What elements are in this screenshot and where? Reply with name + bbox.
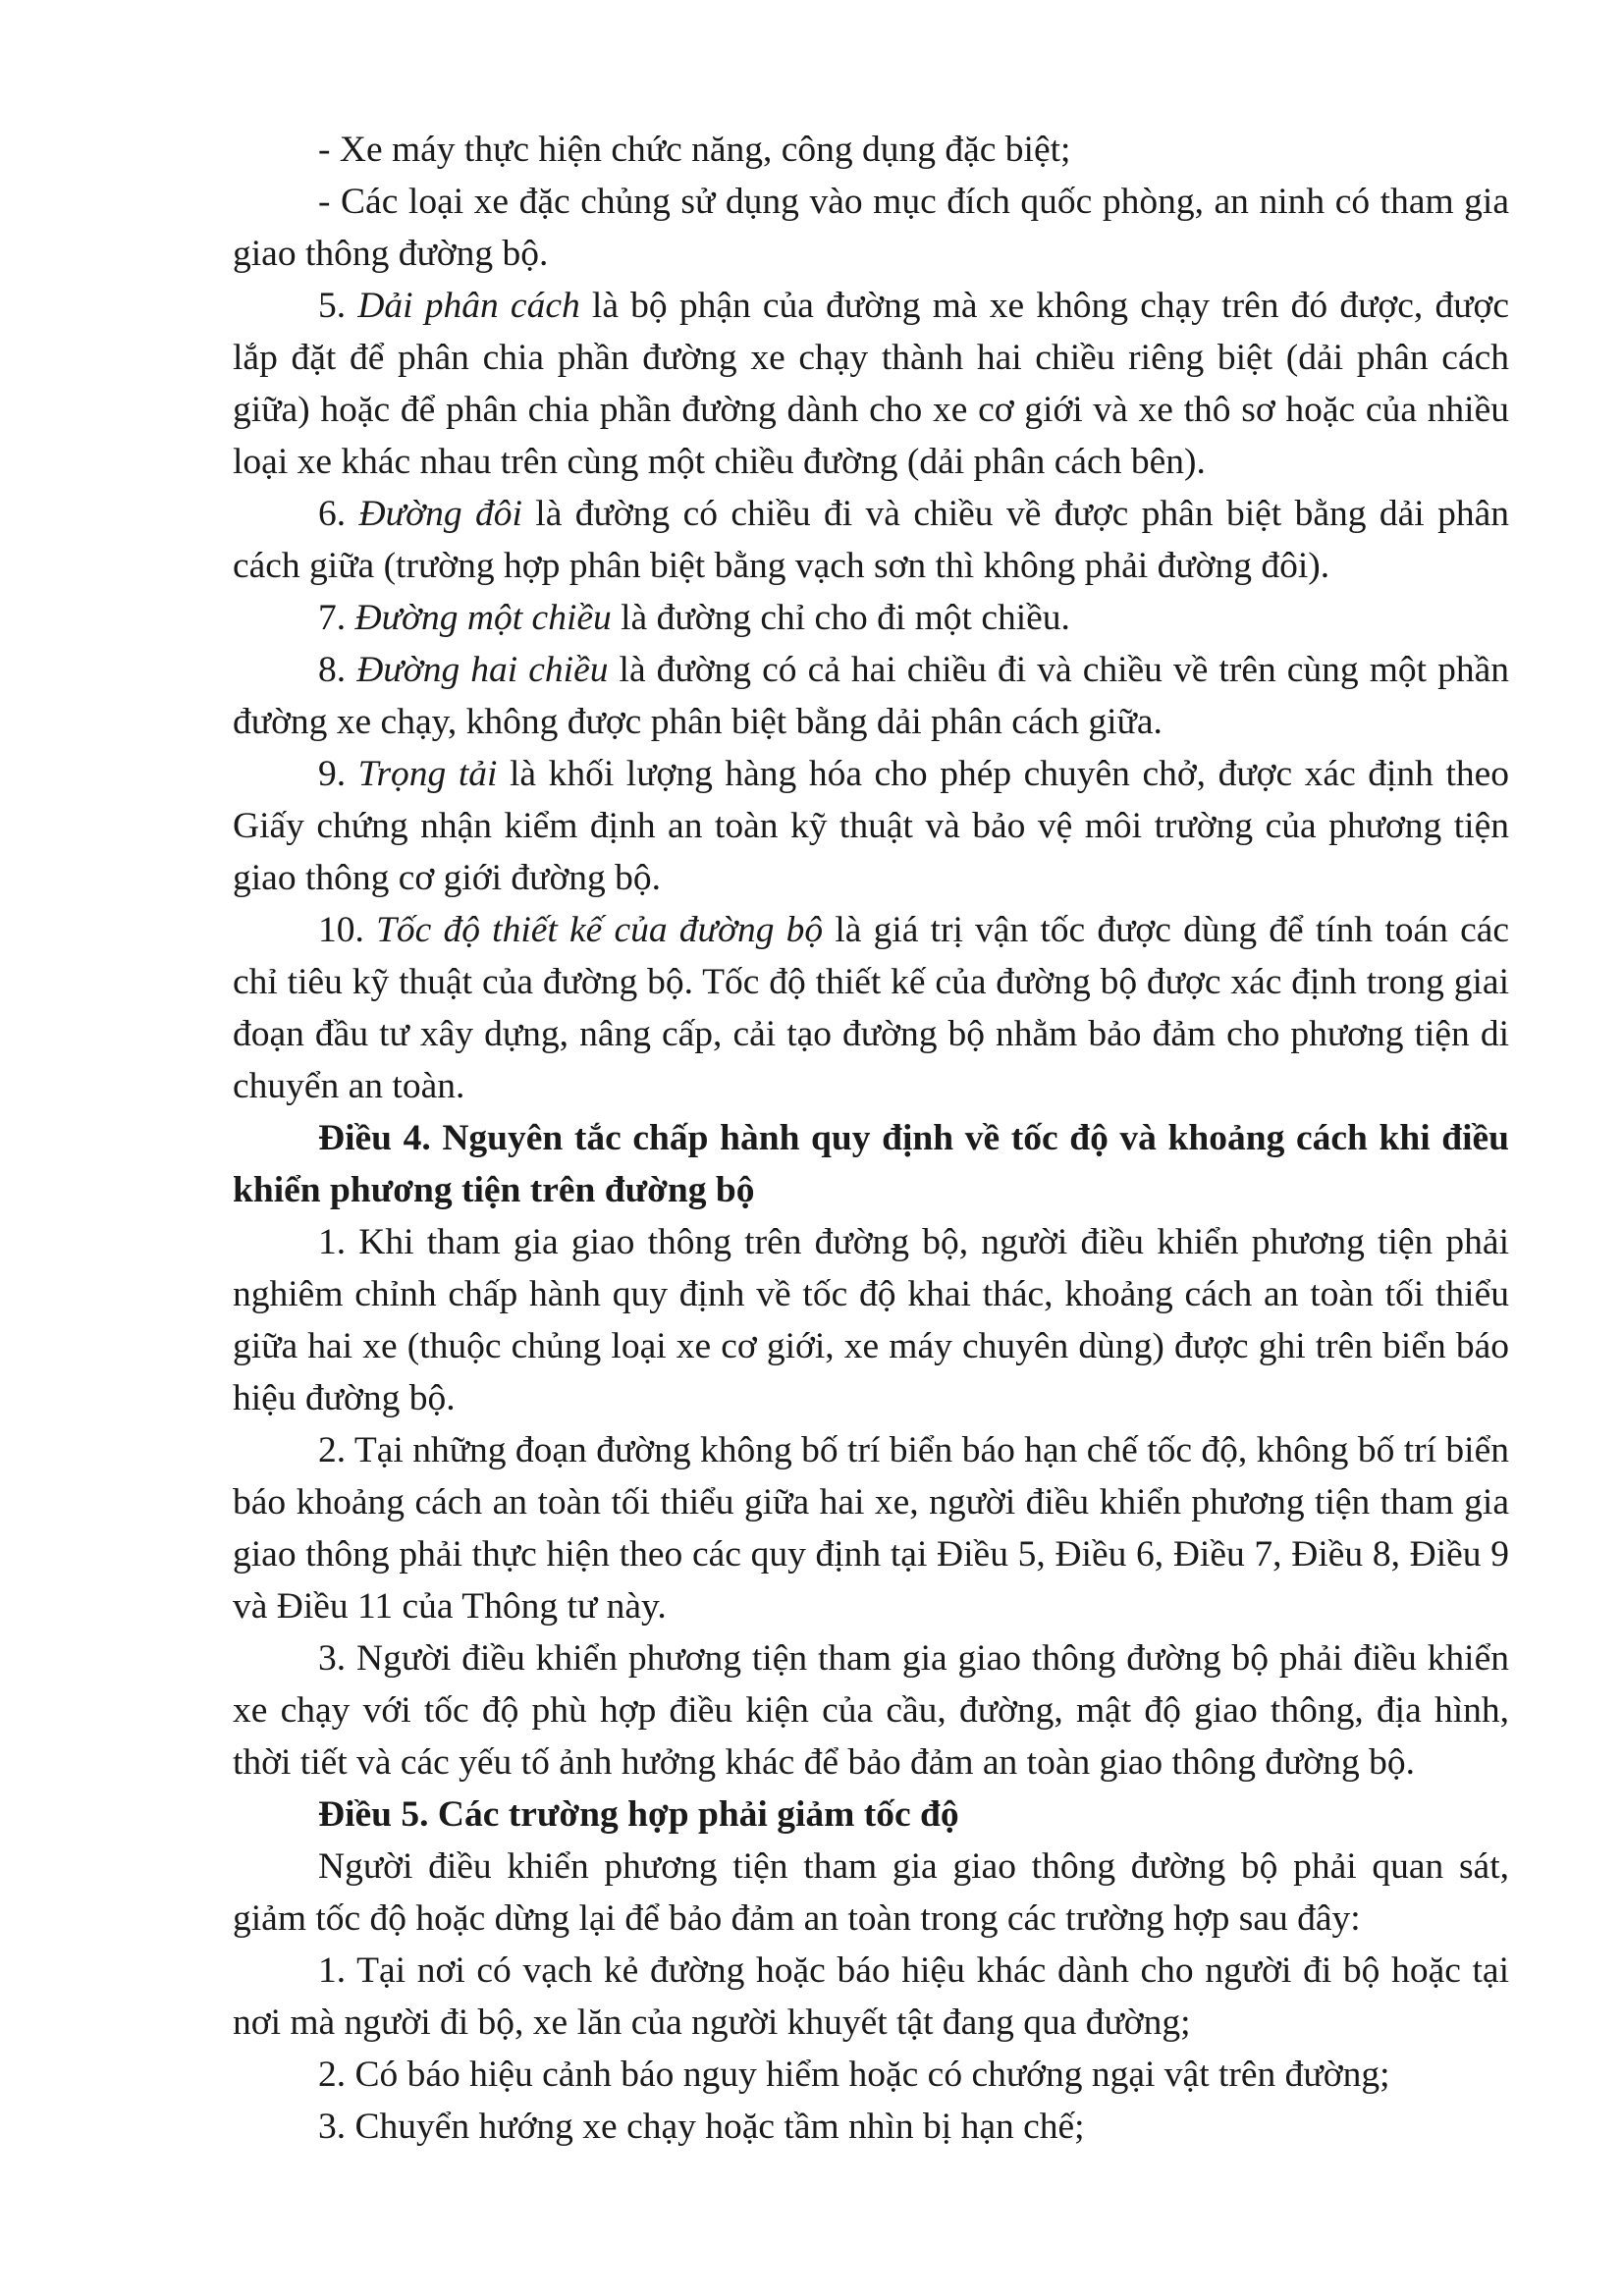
paragraph-text: 1. Tại nơi có vạch kẻ đường hoặc báo hiệu khác dành cho người đi bộ hoặc tại nơi mà người đi bộ, xe lăn của người khuyết tật đang qua đường; bbox=[233, 1950, 1509, 2043]
paragraph-text: 1. Khi tham gia giao thông trên đường bộ, người điều khiển phương tiện phải nghiêm chỉnh chấp hành quy định về tốc độ khai thác, khoảng cách an toàn tối thiểu giữa hai xe (thuộc chủng loại xe cơ giới, xe máy chuyên dùng) được ghi trên biển báo hiệu đường bộ. bbox=[233, 1222, 1509, 1418]
document-body bbox=[233, 124, 1509, 2153]
definition-9 bbox=[233, 748, 1509, 904]
definition-5 bbox=[233, 280, 1509, 488]
definition-6 bbox=[233, 488, 1509, 592]
definition-term: Trọng tải bbox=[357, 754, 498, 794]
definition-term: Đường đôi bbox=[358, 494, 522, 534]
definition-number: 10. bbox=[318, 910, 377, 950]
article-5-clause-3 bbox=[233, 2101, 1509, 2153]
definition-term: Đường một chiều bbox=[354, 598, 612, 638]
article-4-heading bbox=[233, 1112, 1509, 1216]
article-4-clause-2 bbox=[233, 1424, 1509, 1632]
definition-text: là đường có chiều đi và chiều về được phân biệt bằng dải phân cách giữa (trường hợp phân biệt bằng vạch sơn thì không phải đường đôi). bbox=[233, 494, 1510, 586]
paragraph-text: - Xe máy thực hiện chức năng, công dụng đặc biệt; bbox=[318, 130, 1071, 170]
definition-number: 9. bbox=[318, 754, 358, 794]
definition-10 bbox=[233, 904, 1509, 1112]
paragraph-text: 3. Chuyển hướng xe chạy hoặc tầm nhìn bị hạn chế; bbox=[318, 2107, 1085, 2147]
article-5-heading bbox=[233, 1789, 1509, 1841]
article-4-clause-3 bbox=[233, 1632, 1509, 1789]
definition-7 bbox=[233, 592, 1509, 644]
definition-text: là giá trị vận tốc được dùng để tính toán các chỉ tiêu kỹ thuật của đường bộ. Tốc độ thiết kế của đường bộ được xác định trong giai đoạn đầu tư xây dựng, nâng cấp, cải tạo đường bộ nhằm bảo đảm cho phương tiện di chuyển an toàn. bbox=[233, 910, 1510, 1106]
definition-text: là khối lượng hàng hóa cho phép chuyên chở, được xác định theo Giấy chứng nhận kiểm định an toàn kỹ thuật và bảo vệ môi trường của phương tiện giao thông cơ giới đường bộ. bbox=[233, 754, 1510, 898]
heading-text: Điều 4. Nguyên tắc chấp hành quy định về tốc độ và khoảng cách khi điều khiển phương tiện trên đường bộ bbox=[233, 1118, 1509, 1210]
definition-number: 5. bbox=[318, 286, 358, 326]
article-4-clause-1 bbox=[233, 1216, 1509, 1424]
definition-text: là bộ phận của đường mà xe không chạy trên đó được, được lắp đặt để phân chia phần đường xe chạy thành hai chiều riêng biệt (dải phân cách giữa) hoặc để phân chia phần đường dành cho xe cơ giới và xe thô sơ hoặc của nhiều loại xe khác nhau trên cùng một chiều đường (dải phân cách bên). bbox=[233, 286, 1510, 482]
heading-text: Điều 5. Các trường hợp phải giảm tốc độ bbox=[318, 1794, 959, 1835]
paragraph-text: 2. Có báo hiệu cảnh báo nguy hiểm hoặc có chướng ngại vật trên đường; bbox=[318, 2055, 1390, 2095]
paragraph-text: 3. Người điều khiển phương tiện tham gia giao thông đường bộ phải điều khiển xe chạy với tốc độ phù hợp điều kiện của cầu, đường, mật độ giao thông, địa hình, thời tiết và các yếu tố ảnh hưởng khác để bảo đảm an toàn giao thông đường bộ. bbox=[233, 1638, 1509, 1783]
paragraph-text: Người điều khiển phương tiện tham gia giao thông đường bộ phải quan sát, giảm tốc độ hoặc dừng lại để bảo đảm an toàn trong các trường hợp sau đây: bbox=[233, 1846, 1509, 1939]
definition-number: 6. bbox=[318, 494, 359, 534]
definition-term: Tốc độ thiết kế của đường bộ bbox=[376, 910, 824, 950]
definition-text: là đường có cả hai chiều đi và chiều về trên cùng một phần đường xe chạy, không được phân biệt bằng dải phân cách giữa. bbox=[233, 650, 1510, 742]
article-5-intro bbox=[233, 1841, 1509, 1945]
paragraph-text: - Các loại xe đặc chủng sử dụng vào mục đích quốc phòng, an ninh có tham gia giao thông đường bộ. bbox=[233, 182, 1509, 274]
paragraph-text: 2. Tại những đoạn đường không bố trí biển báo hạn chế tốc độ, không bố trí biển báo khoảng cách an toàn tối thiểu giữa hai xe, người điều khiển phương tiện tham gia giao thông phải thực hiện theo các quy định tại Điều 5, Điều 6, Điều 7, Điều 8, Điều 9 và Điều 11 của Thông tư này. bbox=[233, 1430, 1509, 1627]
definition-number: 7. bbox=[318, 598, 355, 638]
paragraph-defense-vehicles bbox=[233, 176, 1509, 280]
definition-8 bbox=[233, 644, 1509, 748]
paragraph-special-motorbike bbox=[233, 124, 1509, 176]
definition-term: Đường hai chiều bbox=[356, 650, 609, 690]
definition-text: là đường chỉ cho đi một chiều. bbox=[611, 598, 1070, 638]
article-5-clause-2 bbox=[233, 2049, 1509, 2101]
definition-term: Dải phân cách bbox=[357, 286, 580, 326]
article-5-clause-1 bbox=[233, 1945, 1509, 2049]
definition-number: 8. bbox=[318, 650, 357, 690]
